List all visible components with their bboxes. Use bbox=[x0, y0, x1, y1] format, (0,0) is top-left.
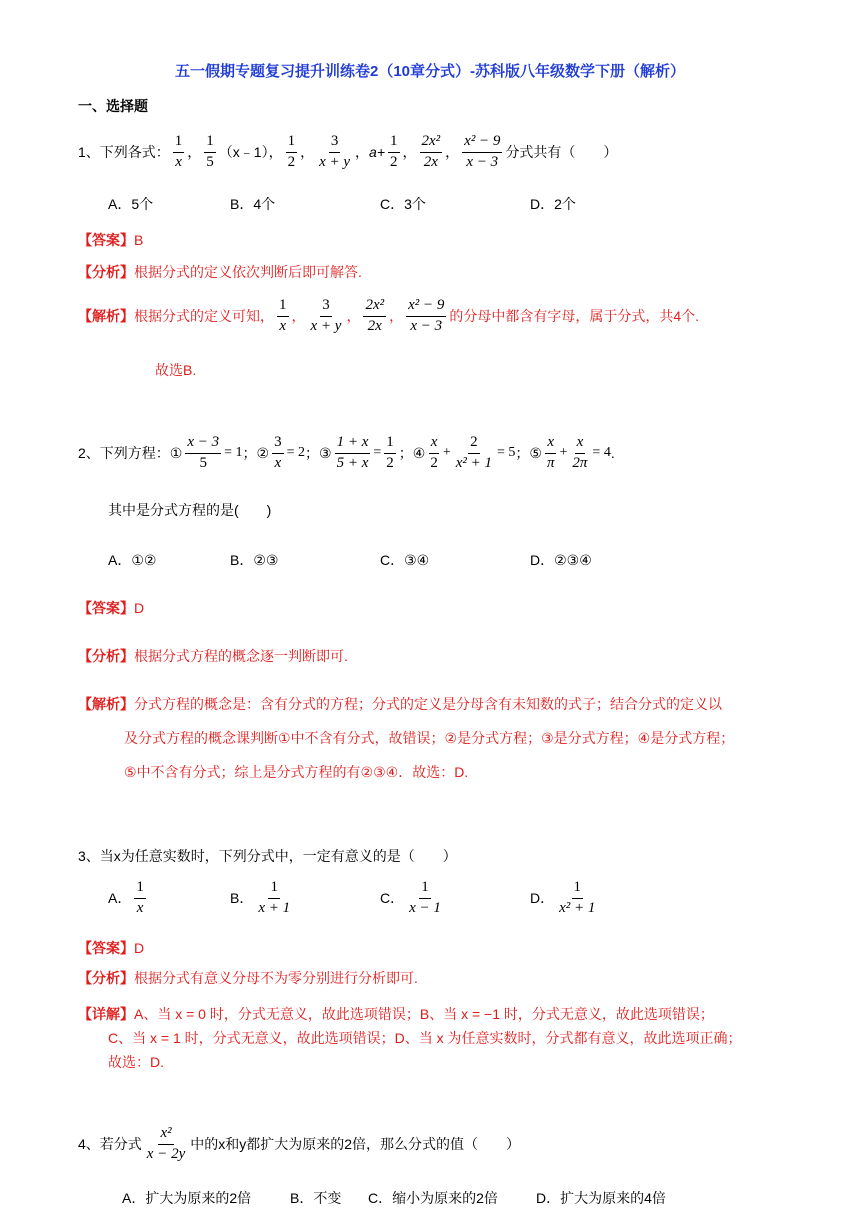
q2-answer bbox=[78, 598, 144, 618]
q3-options bbox=[108, 880, 708, 924]
q1-fraction-3: $\frac{1}{2}$ bbox=[287, 133, 296, 170]
q3-detail bbox=[78, 1004, 714, 1024]
eq1-rhs: = 1 bbox=[224, 445, 243, 461]
comma: ， bbox=[291, 308, 306, 325]
document-title: 五一假期专题复习提升训练卷2（10章分式）-苏科版八年级数学下册（解析） bbox=[174, 63, 686, 80]
q2-lead: 下列方程： bbox=[99, 445, 170, 462]
analysis-tag: 【分析】 bbox=[78, 648, 134, 664]
q1-tail: 分式共有（ ） bbox=[505, 144, 618, 161]
question-1 bbox=[78, 134, 617, 171]
answer-tag: 【答案】 bbox=[78, 940, 134, 956]
q4-option-b: B．不变 bbox=[290, 1190, 342, 1206]
q3-answer bbox=[78, 938, 144, 958]
solution-tag: 【解析】 bbox=[78, 696, 134, 712]
eq-mark-5: ⑤ bbox=[529, 444, 542, 461]
section-heading: 一、选择题 bbox=[78, 98, 148, 114]
analysis-tag: 【分析】 bbox=[78, 970, 134, 986]
q1-option-c: C．3个 bbox=[380, 196, 426, 212]
comma: ， bbox=[402, 144, 417, 161]
option-label: D． bbox=[530, 890, 555, 907]
q4-number: 4、 bbox=[78, 1136, 100, 1153]
solution-tail: 的分母中都含有字母，属于分式，共4个. bbox=[449, 308, 700, 325]
q1-number: 1、 bbox=[78, 144, 100, 161]
option-fraction: $\frac{1}{x - 1}$ bbox=[409, 879, 441, 916]
q3-analysis bbox=[78, 968, 418, 988]
q2-option-d: D．②③④ bbox=[530, 552, 592, 568]
option-label: C． bbox=[380, 890, 405, 907]
separator: ； bbox=[305, 445, 320, 462]
detail-line-1: A、当 x = 0 时，分式无意义，故此选项错误；B、当 x = −1 时，分式无意义，故此选项错误； bbox=[134, 1006, 714, 1022]
eq4-fraction-2: $\frac{2}{\text{x² + 1}}$ bbox=[455, 434, 493, 471]
q2-solution-line-3: ⑤中不含有分式；综上是分式方程的有②③④．故选：D. bbox=[124, 764, 469, 780]
q3-option-c bbox=[380, 880, 446, 917]
eq5-fraction-2: $\frac{x}{2\pi}$ bbox=[572, 434, 588, 471]
question-4 bbox=[78, 1126, 520, 1163]
comma: ， bbox=[187, 144, 202, 161]
equals-sign: = bbox=[373, 445, 382, 461]
q1-answer bbox=[78, 230, 143, 250]
q3-number: 3、 bbox=[78, 848, 100, 864]
sol-fraction-4: $\frac{\text{x² − 9}}{x - 3}$ bbox=[408, 297, 445, 334]
separator: ； bbox=[242, 445, 257, 462]
solution-tag: 【解析】 bbox=[78, 308, 134, 325]
comma: ， bbox=[445, 144, 460, 161]
q1-option-b: B．4个 bbox=[230, 196, 276, 212]
q1-a-plus: a+ bbox=[369, 144, 385, 161]
q3-detail-line-3: 故选：D. bbox=[108, 1054, 164, 1070]
q3-text: 当x为任意实数时，下列分式中，一定有意义的是（ ） bbox=[99, 848, 457, 864]
sol-fraction-3: $\frac{\text{2x²}}{2x}$ bbox=[365, 297, 385, 334]
q3-option-a bbox=[108, 880, 149, 917]
eq5-rhs: = 4 bbox=[592, 445, 611, 461]
analysis-tag: 【分析】 bbox=[78, 264, 134, 280]
eq4-fraction-1: $\frac{x}{2}$ bbox=[430, 434, 438, 471]
eq4-rhs: = 5 bbox=[497, 445, 516, 461]
q1-option-a: A．5个 bbox=[108, 196, 154, 212]
option-fraction: $\frac{1}{\text{x² + 1}}$ bbox=[559, 879, 596, 916]
q3-option-d bbox=[530, 880, 600, 917]
q4-lead: 若分式 bbox=[99, 1136, 142, 1153]
eq1-fraction: $\frac{x - 3}{5}$ bbox=[187, 434, 220, 471]
answer-value: D bbox=[134, 600, 145, 616]
sol-fraction-2: $\frac{3}{x + y}$ bbox=[310, 297, 342, 334]
option-fraction: $\frac{1}{x}$ bbox=[136, 879, 144, 916]
q1-fraction-7: $\frac{\text{x² − 9}}{x - 3}$ bbox=[464, 133, 501, 170]
eq2-fraction: $\frac{3}{x}$ bbox=[274, 434, 282, 471]
q4-option-d: D．扩大为原来的4倍 bbox=[536, 1190, 666, 1206]
q4-tail: 中的x和y都扩大为原来的2倍，那么分式的值（ ） bbox=[190, 1136, 521, 1153]
eq-mark-2: ② bbox=[256, 444, 270, 461]
detail-tag: 【详解】 bbox=[78, 1006, 134, 1022]
q1-fraction-1: $\frac{1}{x}$ bbox=[174, 133, 183, 170]
option-fraction: $\frac{1}{x + 1}$ bbox=[258, 879, 291, 916]
eq2-rhs: = 2 bbox=[286, 445, 306, 461]
eq3-rhs-fraction: $\frac{1}{2}$ bbox=[386, 434, 394, 471]
separator: ； bbox=[398, 445, 413, 462]
question-3 bbox=[78, 846, 457, 866]
q2-solution bbox=[78, 694, 722, 714]
q1-fraction-6: $\frac{\text{2x²}}{2x}$ bbox=[421, 133, 441, 170]
answer-value: B bbox=[134, 232, 144, 248]
q1-solution-end: 故选B. bbox=[155, 362, 197, 378]
solution-line-1: 分式方程的概念是：含有分式的方程；分式的定义是分母含有未知数的式子；结合分式的定义以 bbox=[134, 696, 722, 712]
eq5-fraction-1: $\frac{x}{\pi}$ bbox=[546, 434, 555, 471]
q2-option-c: C．③④ bbox=[380, 552, 430, 568]
comma: ， bbox=[389, 308, 404, 325]
plus-sign: + bbox=[442, 445, 451, 461]
option-label: B． bbox=[230, 890, 254, 907]
q1-analysis bbox=[78, 262, 362, 282]
q1-fraction-2: $\frac{1}{5}$ bbox=[206, 133, 214, 170]
q1-fraction-5: $\frac{1}{2}$ bbox=[390, 133, 398, 170]
q1-solution bbox=[78, 298, 699, 335]
separator: ； bbox=[515, 445, 530, 462]
q4-fraction: $\frac{\text{x²}}{x - 2y}$ bbox=[146, 1125, 186, 1162]
plus-sign: + bbox=[559, 445, 568, 461]
eq-mark-4: ④ bbox=[412, 444, 426, 461]
q2-subquestion: 其中是分式方程的是( ) bbox=[108, 502, 272, 518]
q1-option-d: D．2个 bbox=[530, 196, 576, 212]
eq-mark-3: ③ bbox=[319, 444, 332, 461]
comma: ， bbox=[355, 144, 370, 161]
answer-tag: 【答案】 bbox=[78, 232, 134, 248]
q1-fraction-4: $\frac{3}{x + y}$ bbox=[319, 133, 351, 170]
analysis-text: 根据分式方程的概念逐一判断即可. bbox=[134, 648, 348, 664]
q2-analysis bbox=[78, 646, 348, 666]
q4-option-c: C．缩小为原来的2倍 bbox=[368, 1190, 498, 1206]
eq3-fraction: $\frac{1 + x}{5 + x}$ bbox=[336, 434, 369, 471]
comma: ， bbox=[300, 144, 315, 161]
answer-tag: 【答案】 bbox=[78, 600, 134, 616]
analysis-text: 根据分式的定义依次判断后即可解答. bbox=[134, 264, 362, 280]
q3-detail-line-2: C、当 x = 1 时，分式无意义，故此选项错误；D、当 x 为任意实数时，分式都有意义，故此选项正确； bbox=[108, 1030, 742, 1046]
q2-option-a: A．①② bbox=[108, 552, 157, 568]
q4-option-a: A．扩大为原来的2倍 bbox=[122, 1190, 252, 1206]
comma: ， bbox=[346, 308, 361, 325]
answer-value: D bbox=[134, 940, 145, 956]
period: . bbox=[610, 445, 615, 462]
solution-lead: 根据分式的定义可知， bbox=[134, 308, 274, 325]
q2-solution-line-2: 及分式方程的概念课判断①中不含有分式，故错误；②是分式方程；③是分式方程；④是分式方程； bbox=[124, 730, 735, 746]
question-2 bbox=[78, 435, 615, 472]
analysis-text: 根据分式有意义分母不为零分别进行分析即可. bbox=[134, 970, 418, 986]
sol-fraction-1: $\frac{1}{x}$ bbox=[279, 297, 287, 334]
q2-option-b: B．②③ bbox=[230, 552, 279, 568]
q3-option-b bbox=[230, 880, 295, 917]
q1-lead: 下列各式： bbox=[99, 144, 170, 161]
eq-mark-1: ① bbox=[169, 444, 183, 461]
q1-fraction-2-tail: （x﹣1）， bbox=[218, 144, 283, 161]
q2-number: 2、 bbox=[78, 445, 100, 462]
option-label: A． bbox=[108, 890, 132, 907]
